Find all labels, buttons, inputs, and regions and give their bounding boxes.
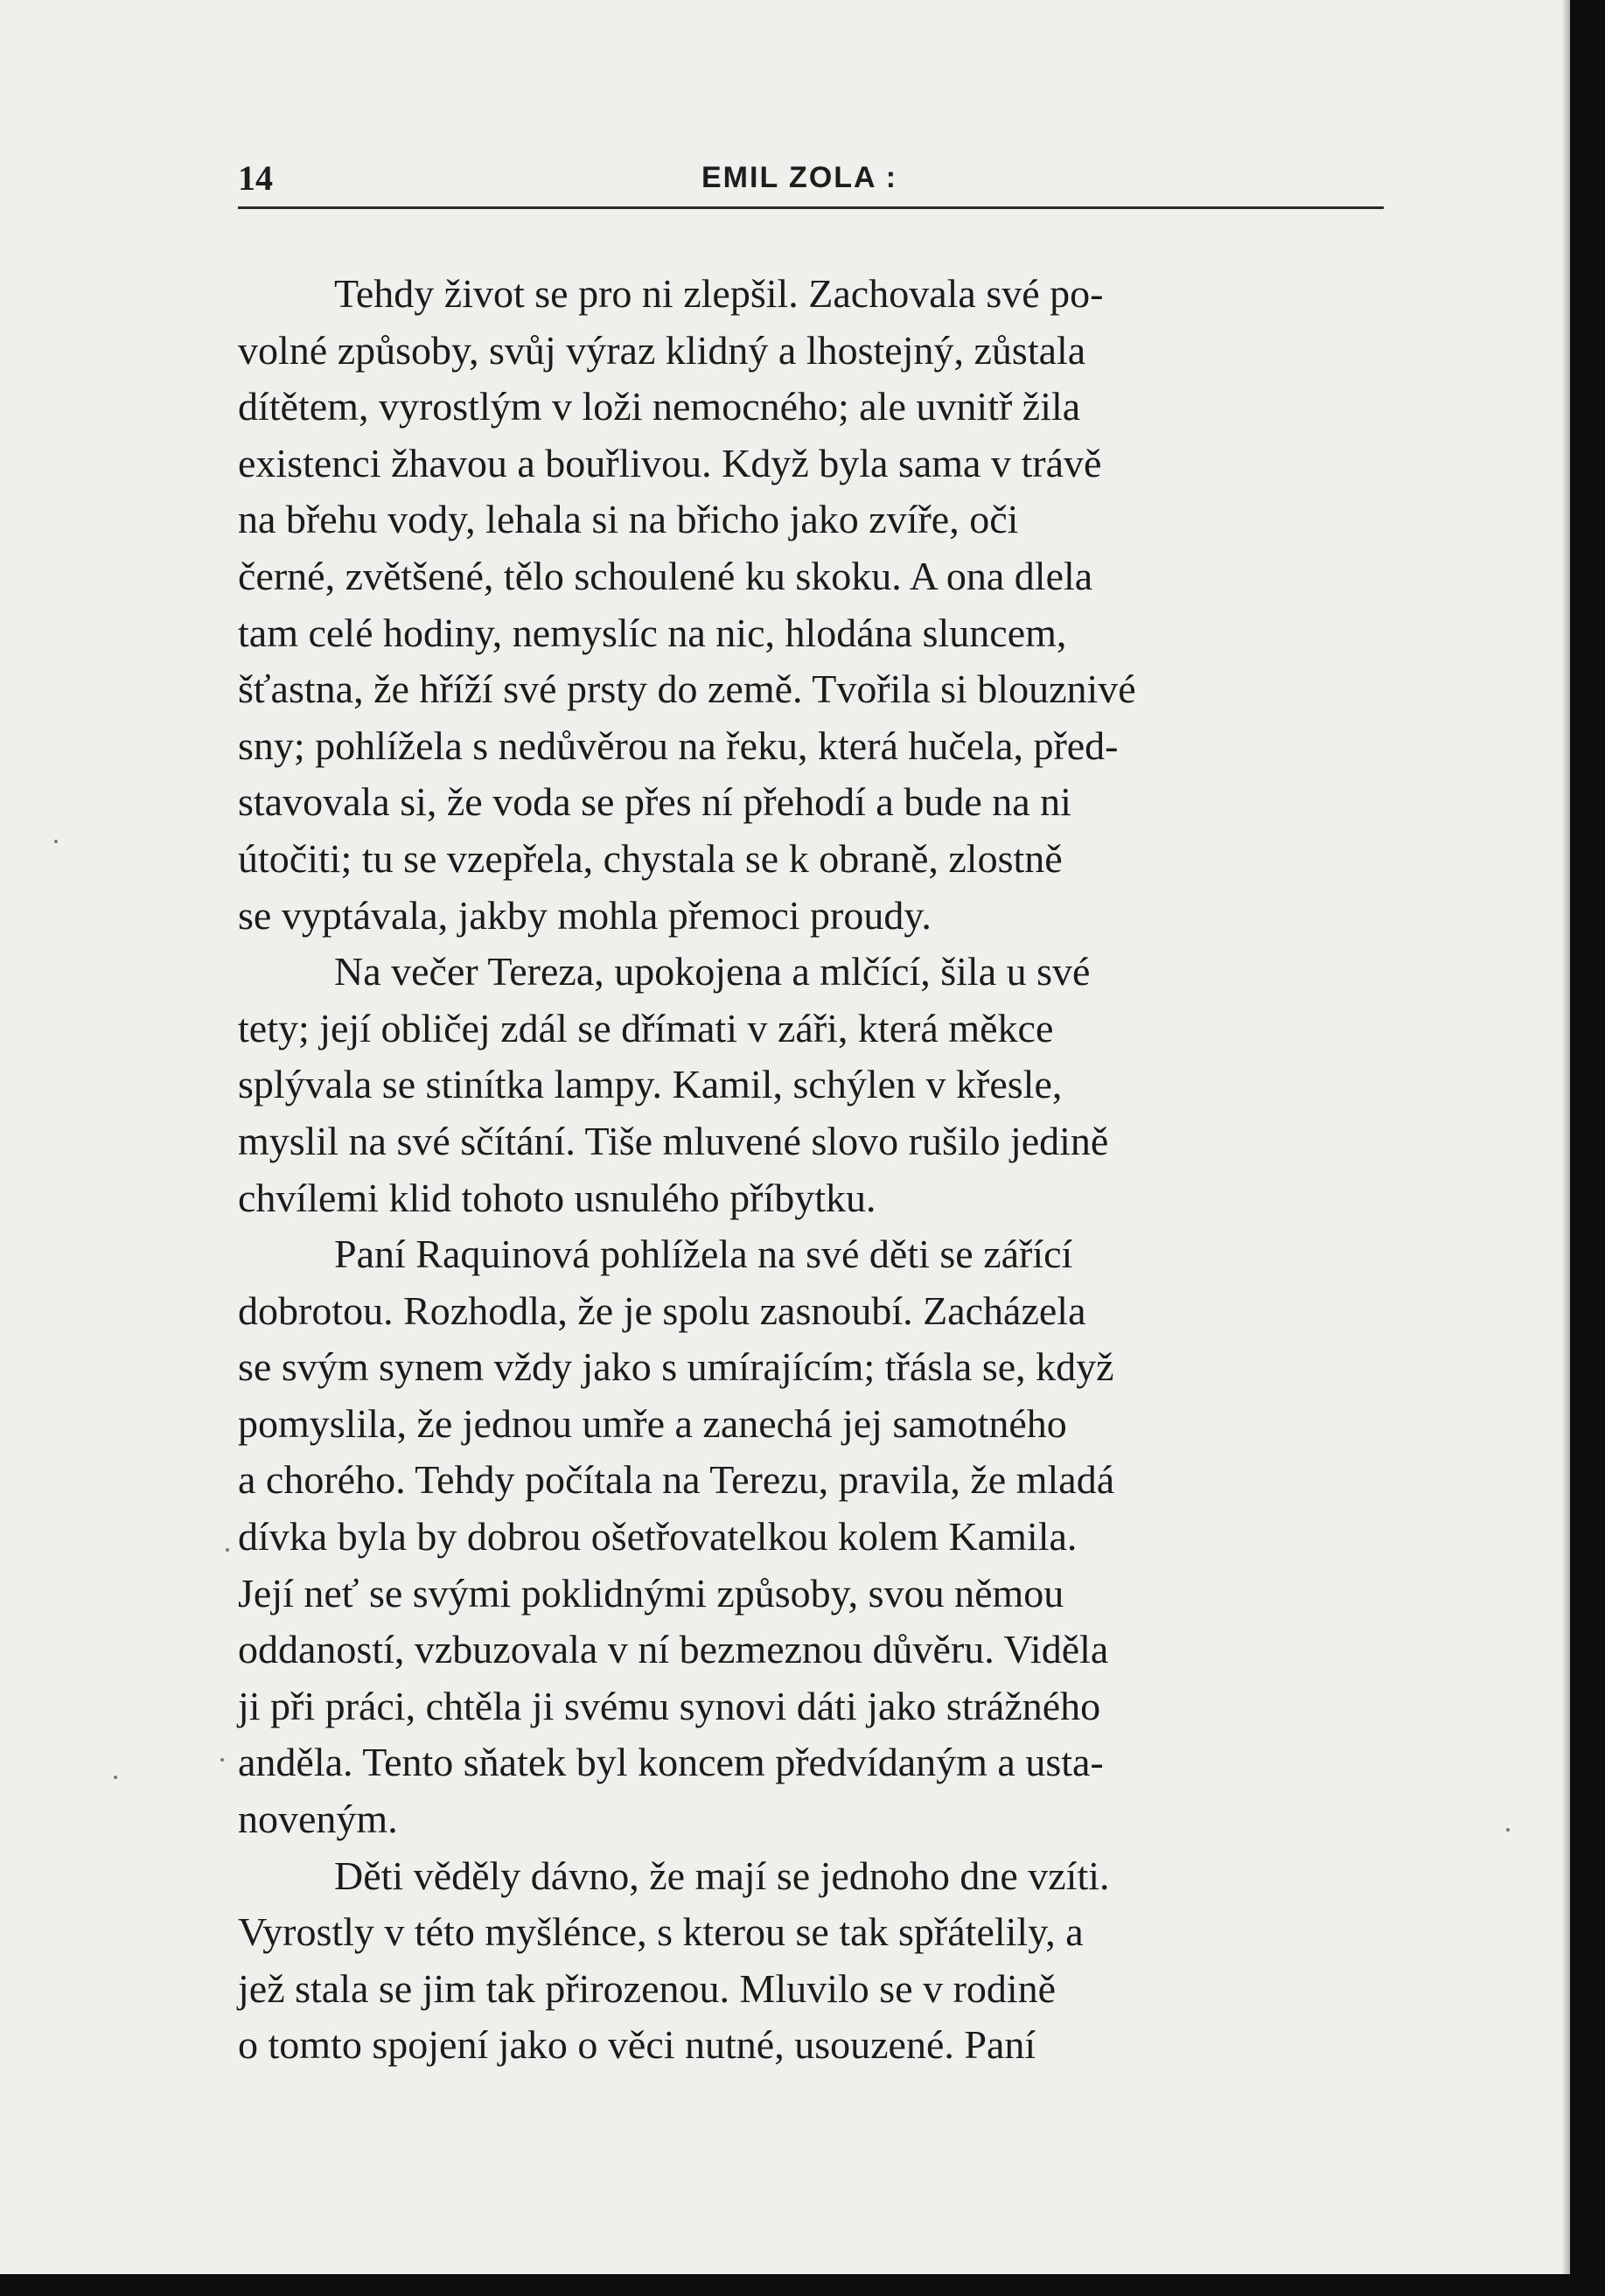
scan-bottom-border bbox=[0, 2274, 1605, 2296]
paragraph-3: Paní Raquinová pohlížela na své děti se zářící dobrotou. Rozhodla, že je spolu zasnoubí. Zacházela se svým synem vždy jako s umírajícím; třásla se, když pomyslila, že jednou umře a zanechá jej samotného a chorého. Tehdy počítala na Terezu, pravila, že mladá dívka byla by dobrou ošetřovatelkou kolem Kamila. Její neť se svými poklidnými způsoby, svou němou oddaností, vzbuzovala v ní bezmeznou důvěru. Viděla ji při práci, chtěla ji svému synovi dáti jako strážného anděla. Tento sňatek byl koncem předvídaným a usta- noveným. bbox=[238, 1232, 1115, 1842]
paper-speck bbox=[220, 1758, 224, 1762]
page-header bbox=[238, 154, 1384, 209]
paper-speck bbox=[54, 840, 58, 843]
running-head: EMIL ZOLA : bbox=[701, 161, 898, 194]
page-number: 14 bbox=[238, 158, 273, 198]
paragraph-2: Na večer Tereza, upokojena a mlčící, šila u své tety; její obličej zdál se dřímati v záři, která měkce splývala se stinítka lampy. Kamil, schýlen v křesle, myslil na své sčítání. Tiše mluvené slovo rušilo jedině chvílemi klid tohoto usnulého příbytku. bbox=[238, 949, 1109, 1220]
paragraph-1: Tehdy život se pro ni zlepšil. Zachovala své po- volné způsoby, svůj výraz klidný a lhostejný, zůstala dítětem, vyrostlým v loži nemocného; ale uvnitř žila existenci žhavou a bouřlivou. Když byla sama v trávě na břehu vody, lehala si na břicho jako zvíře, oči černé, zvětšené, tělo schoulené ku skoku. A ona dlela tam celé hodiny, nemyslíc na nic, hlodána sluncem, šťastna, že hříží své prsty do země. Tvořila si blouznivé sny; pohlížela s nedůvěrou na řeku, která hučela, před- stavovala si, že voda se přes ní přehodí a bude na ni útočiti; tu se vzepřela, chystala se k obraně, zlostně se vyptávala, jakby mohla přemoci proudy. bbox=[238, 271, 1136, 938]
paper-speck bbox=[226, 1548, 229, 1552]
paper-speck bbox=[1506, 1828, 1510, 1832]
paragraph-4: Děti věděly dávno, že mají se jednoho dne vzíti. Vyrostly v této myšlénce, s kterou se tak spřátelily, a jež stala se jim tak přirozenou. Mluvilo se v rodině o tomto spojení jako o věci nutné, usouzené. Paní bbox=[238, 1853, 1110, 2068]
body-text bbox=[238, 266, 1401, 2074]
paper-speck bbox=[114, 1776, 117, 1779]
scan-right-border bbox=[1570, 0, 1605, 2296]
